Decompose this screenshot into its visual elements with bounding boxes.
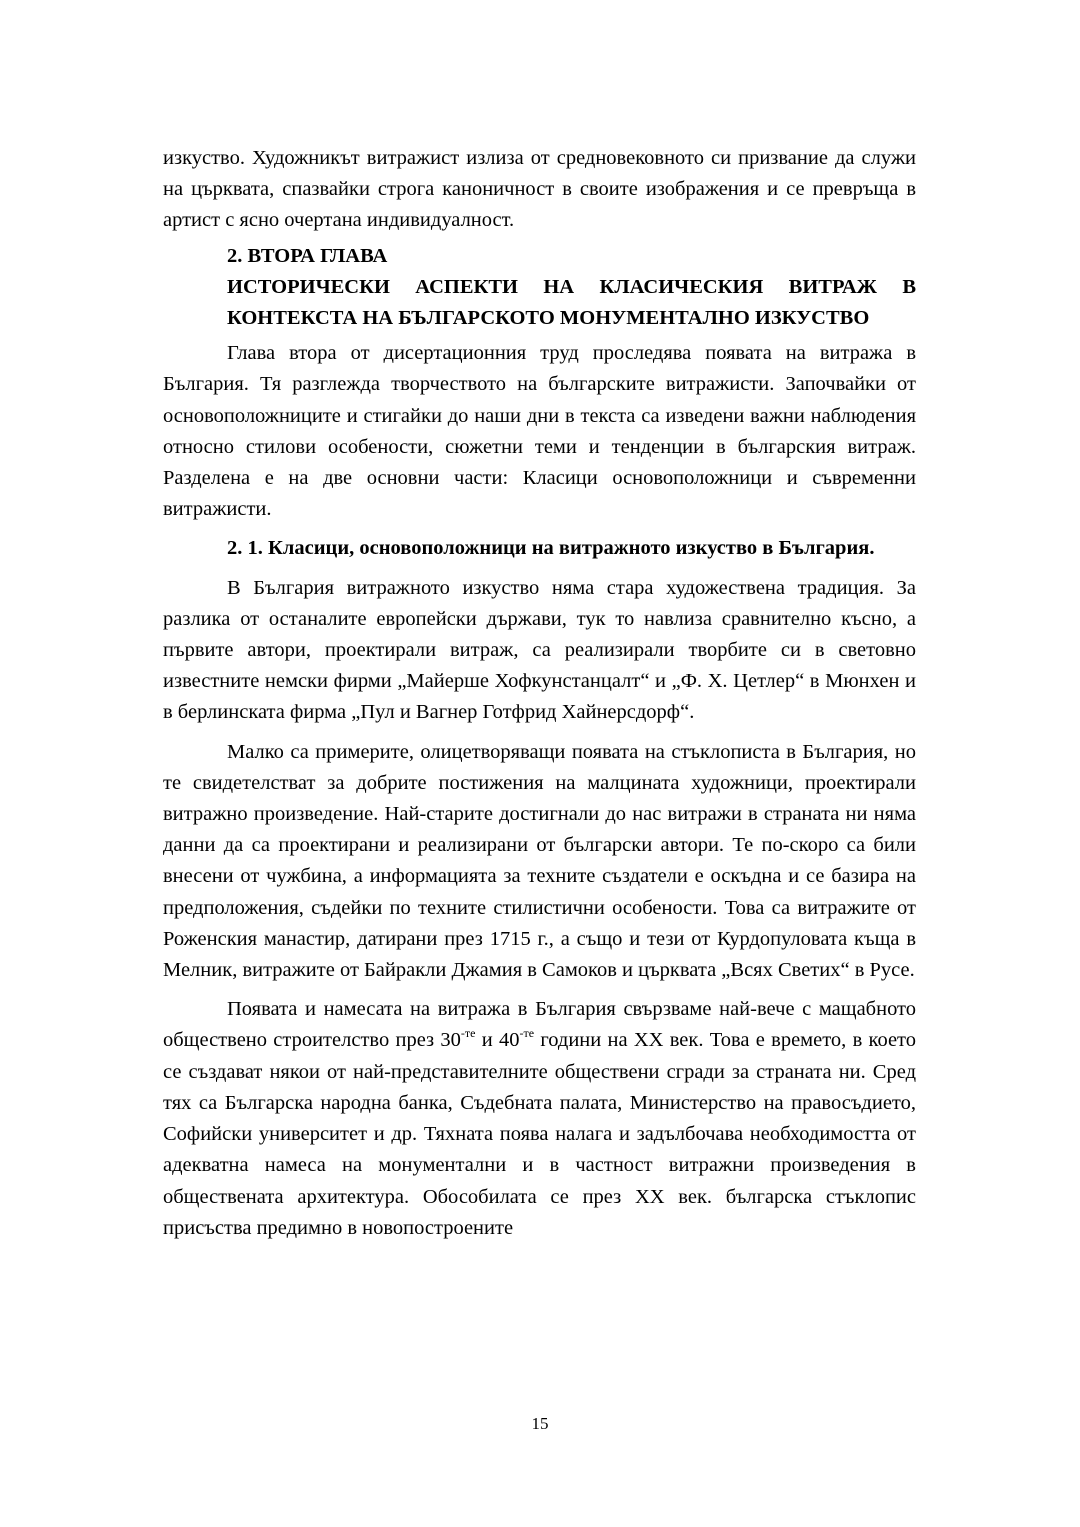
chapter-overview-paragraph: Глава втора от дисертационния труд проследява появата на витража в България. Тя разглежда творчеството на българските витражисти. Започвайки от основоположниците и стигайки до наши дни в текста са изведени важни наблюдения относно стилови особености, сюжетни теми и тенденции в българския витраж. Разделена е на две основни части: Класици основоположници и съвременни витражисти. — [163, 342, 916, 521]
section-heading: 2. 1. Класици, основоположници на витражното изкуство в България. — [227, 537, 875, 560]
emergence-text-part2: и 40 — [475, 1029, 520, 1052]
examples-paragraph: Малко са примерите, олицетворяващи появата на стъклописта в България, но те свидетелстват за добрите постижения на малцината художници, проектирали витражно произведение. Най-старите достигнали до нас витражи в страната ни няма данни да са проектирани и реализирани от български автори. Те по-скоро са били внесени от чужбина, а информацията за техните създатели е оскъдна и се базира на предположения, съдейки по техните стилистични особености. Това са витражите от Роженския манастир, датирани през 1715 г., а също и тези от Курдопуловата къща в Мелник, витражите от Байракли Джамия в Самоков и църквата „Всях Светих“ в Русе. — [163, 740, 916, 982]
emergence-superscript-40s: -те — [519, 1025, 535, 1040]
emergence-text-part3: години на ХХ век. Това е времето, в което се създават някои от най-представителните обществени сгради за страната ни. Сред тях са Българска народна банка, Съдебната палата, Министерство на правосъдието, Софийски университет и др. Тяхната поява налага и задълбочава необходимостта от адекватна намеса на монументални и в частност витражни произведения в обществената архитектура. Обособилата се през ХХ век. българска стъклопис присъства предимно в новопостроените — [163, 1029, 916, 1239]
page-number: 15 — [531, 1414, 549, 1433]
chapter-heading — [163, 241, 916, 335]
emergence-paragraph — [163, 994, 916, 1244]
chapter-title: ИСТОРИЧЕСКИ АСПЕКТИ НА КЛАСИЧЕСКИЯ ВИТРАЖ В КОНТЕКСТА НА БЪЛГАРСКОТО МОНУМЕНТАЛНО ИЗКУСТВО — [227, 275, 916, 330]
intro-continuation-paragraph: изкуство. Художникът витражист излиза от средновековното си призвание да служи на църквата, спазвайки строга каноничност в своите изображения и се превръща в артист с ясно очертана индивидуалност. — [163, 147, 916, 232]
tradition-paragraph: В България витражното изкуство няма стара художествена традиция. За разлика от останалите европейски държави, тук то навлиза сравнително късно, а първите автори, проектирали витраж, са реализирали творбите си в световно известните немски фирми „Майерше Хофкунстанцалт“ и „Ф. Х. Цетлер“ в Мюнхен и в берлинската фирма „Пул и Вагнер Готфрид Хайнерсдорф“. — [163, 576, 916, 724]
chapter-number-line: 2. ВТОРА ГЛАВА — [227, 244, 388, 267]
emergence-text-part1: Появата и намесата на витража в България свързваме най-вече с мащабното обществено строителство през 30 — [163, 998, 916, 1052]
emergence-superscript-30s: -те — [460, 1025, 476, 1040]
page-content — [163, 143, 916, 1244]
